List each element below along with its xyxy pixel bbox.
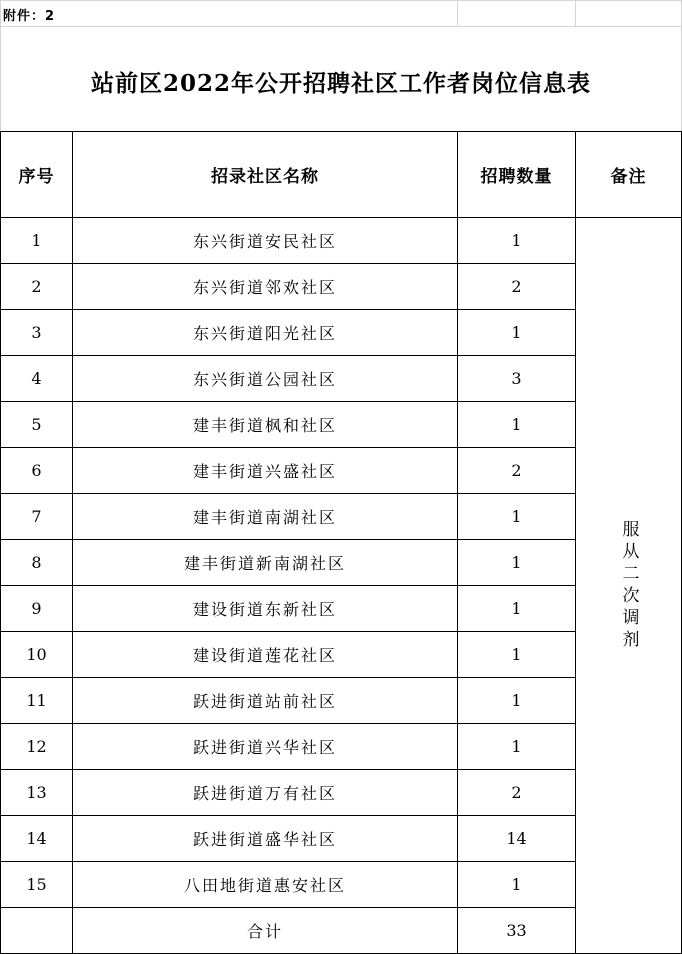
- row-index: 4: [31, 369, 42, 388]
- row-community: 跃进街道盛华社区: [192, 830, 337, 849]
- row-index: 13: [26, 783, 47, 802]
- row-community: 建丰街道新南湖社区: [183, 554, 346, 573]
- row-count: 1: [511, 875, 522, 894]
- attachment-label: 附件：2: [3, 9, 56, 24]
- row-index: 8: [31, 553, 42, 572]
- header-count: 招聘数量: [480, 167, 553, 187]
- sheet-gridline: [0, 0, 682, 1]
- total-count: 33: [506, 921, 527, 940]
- row-index: 1: [31, 231, 42, 250]
- row-index: 14: [26, 829, 47, 848]
- row-count: 14: [506, 829, 527, 848]
- row-count: 2: [511, 783, 522, 802]
- row-community: 东兴街道安民社区: [192, 232, 337, 251]
- total-label: 合计: [246, 922, 283, 941]
- row-index: 5: [31, 415, 42, 434]
- row-count: 1: [511, 323, 522, 342]
- row-count: 1: [511, 599, 522, 618]
- row-count: 1: [511, 691, 522, 710]
- row-community: 东兴街道公园社区: [192, 370, 337, 389]
- row-count: 2: [511, 277, 522, 296]
- row-count: 1: [511, 553, 522, 572]
- row-count: 1: [511, 645, 522, 664]
- row-index: 15: [26, 875, 47, 894]
- row-count: 3: [511, 369, 522, 388]
- row-community: 跃进街道兴华社区: [192, 738, 337, 757]
- row-community: 建丰街道兴盛社区: [192, 462, 337, 481]
- row-count: 1: [511, 415, 522, 434]
- header-remark: 备注: [610, 167, 647, 187]
- sheet-gridline: [0, 26, 682, 27]
- total-index: [1, 908, 72, 953]
- row-index: 10: [26, 645, 47, 664]
- remark-text: 服从二次调剂: [618, 520, 639, 652]
- row-community: 东兴街道邻欢社区: [192, 278, 337, 297]
- page-title: 站前区2022年公开招聘社区工作者岗位信息表: [90, 69, 591, 97]
- row-count: 1: [511, 737, 522, 756]
- row-index: 11: [26, 691, 47, 710]
- row-index: 3: [31, 323, 42, 342]
- header-index: 序号: [18, 167, 55, 187]
- row-community: 跃进街道站前社区: [192, 692, 337, 711]
- header-community: 招录社区名称: [211, 167, 319, 187]
- row-community: 建丰街道南湖社区: [192, 508, 337, 527]
- row-community: 跃进街道万有社区: [192, 784, 337, 803]
- row-count: 1: [511, 231, 522, 250]
- row-community: 建设街道莲花社区: [192, 646, 337, 665]
- row-community: 建丰街道枫和社区: [192, 416, 337, 435]
- row-index: 12: [26, 737, 47, 756]
- remark-cell: [576, 218, 682, 954]
- row-index: 9: [31, 599, 42, 618]
- row-index: 6: [31, 461, 42, 480]
- row-count: 1: [511, 507, 522, 526]
- row-community: 建设街道东新社区: [192, 600, 337, 619]
- sheet-gridline: [457, 0, 458, 26]
- row-count: 2: [511, 461, 522, 480]
- row-index: 2: [31, 277, 42, 296]
- sheet-gridline: [575, 0, 576, 26]
- row-community: 东兴街道阳光社区: [192, 324, 337, 343]
- row-community: 八田地街道惠安社区: [183, 876, 346, 895]
- row-index: 7: [31, 507, 42, 526]
